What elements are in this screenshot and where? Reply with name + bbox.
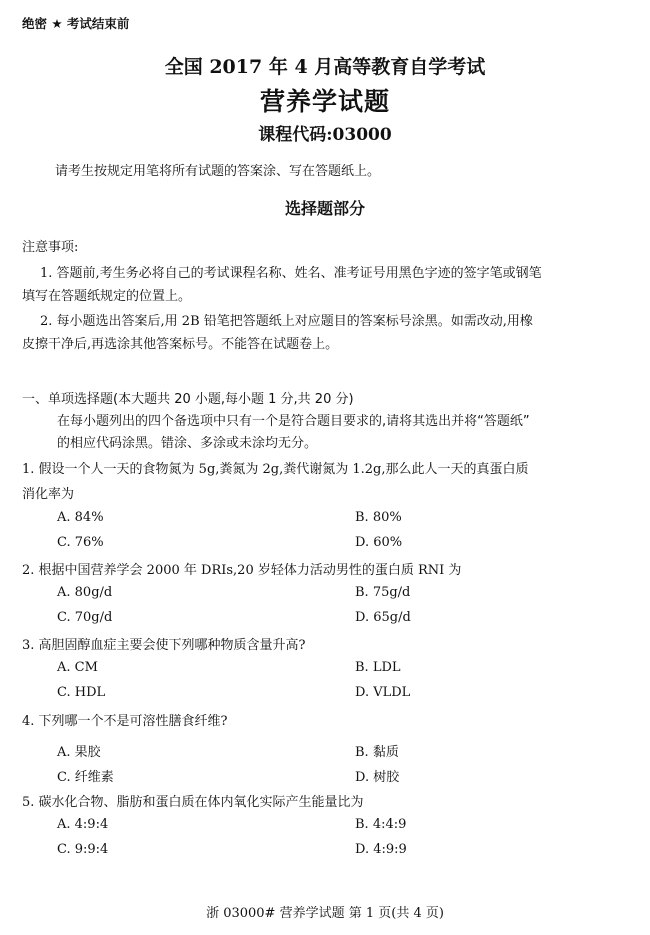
course-code: 课程代码:03000 — [258, 125, 392, 145]
question-1-option-b: B. 80% — [355, 510, 402, 525]
section-title: 选择题部分 — [284, 199, 365, 218]
exam-title: 全国 2017 年 4 月高等教育自学考试 — [164, 56, 486, 78]
part-heading: 一、单项选择题(本大题共 20 小题,每小题 1 分,共 20 分) — [22, 392, 354, 407]
note-item-2-line-1: 2. 每小题选出答案后,用 2B 铅笔把答题纸上对应题目的答案标号涂黑。如需改动,用橡 — [40, 314, 533, 329]
question-2-line-1: 2. 根据中国营养学会 2000 年 DRIs,20 岁轻体力活动男性的蛋白质 RNI 为 — [22, 563, 462, 578]
question-2-option-d: D. 65g/d — [355, 610, 411, 625]
note-item-1-line-2: 填写在答题纸规定的位置上。 — [22, 289, 192, 304]
question-3-option-a: A. CM — [57, 660, 98, 675]
question-1-option-d: D. 60% — [355, 535, 403, 550]
question-2-option-c: C. 70g/d — [57, 610, 113, 625]
question-3-option-d: D. VLDL — [355, 685, 411, 700]
page-footer: 浙 03000# 营养学试题 第 1 页(共 4 页) — [206, 906, 444, 921]
question-1-line-1: 1. 假设一个人一天的食物氮为 5g,粪氮为 2g,粪代谢氮为 1.2g,那么此人一天的真蛋白质 — [22, 462, 529, 477]
question-5-option-c: C. 9:9:4 — [57, 842, 109, 857]
confidential-label: 绝密 ★ 考试结束前 — [22, 16, 130, 31]
note-item-1-line-1: 1. 答题前,考生务必将自己的考试课程名称、姓名、准考证号用黑色字迹的签字笔或钢笔 — [40, 266, 542, 281]
question-4-option-a: A. 果胶 — [57, 745, 101, 760]
notes-label: 注意事项: — [22, 240, 79, 255]
question-3-option-b: B. LDL — [355, 660, 401, 675]
subject-title: 营养学试题 — [259, 87, 390, 116]
question-1-option-c: C. 76% — [57, 535, 104, 550]
question-3-line-1: 3. 高胆固醇血症主要会使下列哪种物质含量升高? — [22, 638, 306, 653]
part-note-line-1: 在每小题列出的四个备选项中只有一个是符合题目要求的,请将其选出并将“答题纸” — [57, 414, 530, 429]
question-4-option-b: B. 黏质 — [355, 745, 399, 760]
question-4-option-d: D. 树胶 — [355, 770, 400, 785]
question-3-option-c: C. HDL — [57, 685, 106, 700]
question-1-line-2: 消化率为 — [22, 487, 75, 502]
question-5-option-a: A. 4:9:4 — [57, 817, 109, 832]
question-5-line-1: 5. 碳水化合物、脂肪和蛋白质在体内氧化实际产生能量比为 — [22, 795, 364, 810]
question-1-option-a: A. 84% — [57, 510, 104, 525]
question-4-option-c: C. 纤维素 — [57, 770, 114, 785]
question-4-line-1: 4. 下列哪一个不是可溶性膳食纤维? — [22, 714, 228, 729]
question-5-option-b: B. 4:4:9 — [355, 817, 407, 832]
question-5-option-d: D. 4:9:9 — [355, 842, 407, 857]
part-note-line-2: 的相应代码涂黑。错涂、多涂或未涂均无分。 — [57, 436, 318, 451]
question-2-option-b: B. 75g/d — [355, 585, 411, 600]
note-item-2-line-2: 皮擦干净后,再选涂其他答案标号。不能答在试题卷上。 — [22, 337, 339, 352]
general-instruction: 请考生按规定用笔将所有试题的答案涂、写在答题纸上。 — [55, 164, 381, 179]
question-2-option-a: A. 80g/d — [57, 585, 113, 600]
